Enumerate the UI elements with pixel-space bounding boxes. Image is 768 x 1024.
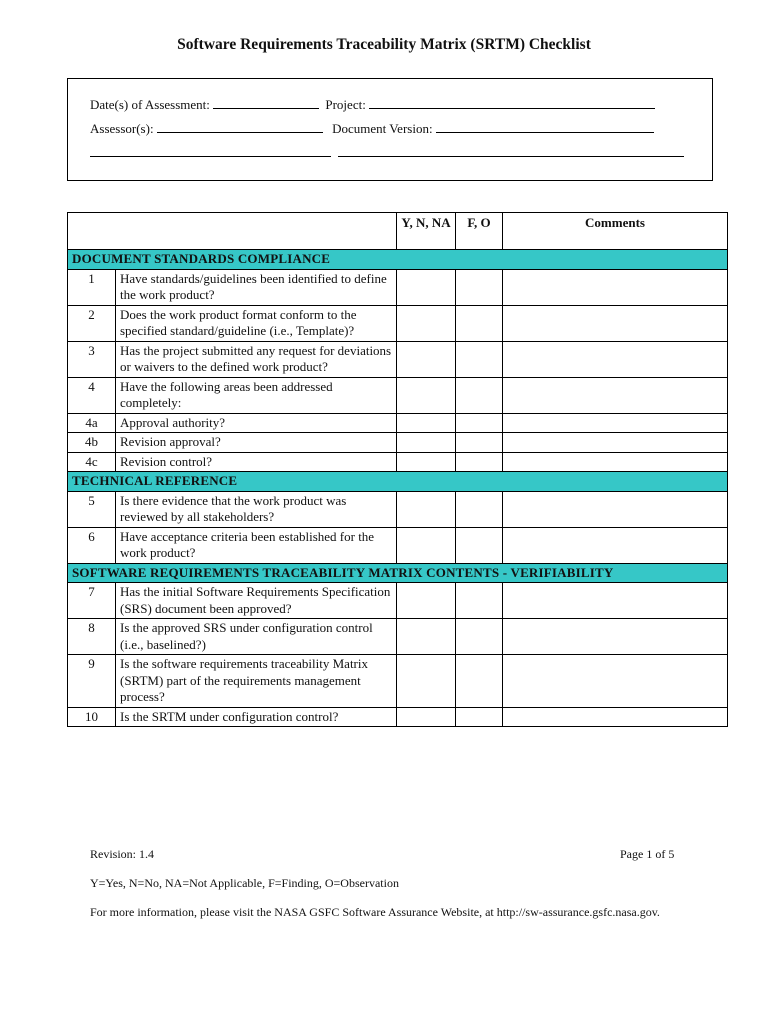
row-number: 1 (68, 269, 116, 305)
table-row (68, 377, 728, 413)
fo-cell[interactable] (456, 452, 503, 472)
section-title: TECHNICAL REFERENCE (68, 472, 728, 492)
ynna-cell[interactable] (397, 707, 456, 727)
comments-cell[interactable] (503, 377, 728, 413)
row-question: Revision approval? (116, 433, 397, 453)
row-question: Have standards/guidelines been identified to define the work product? (116, 269, 397, 305)
row-number: 5 (68, 491, 116, 527)
fo-cell[interactable] (456, 527, 503, 563)
table-row (68, 305, 728, 341)
comments-cell[interactable] (503, 583, 728, 619)
row-number: 4c (68, 452, 116, 472)
row-number: 8 (68, 619, 116, 655)
info-row-date-project (90, 97, 655, 113)
comments-cell[interactable] (503, 527, 728, 563)
comments-cell[interactable] (503, 341, 728, 377)
table-row (68, 452, 728, 472)
table-row (68, 269, 728, 305)
comments-cell[interactable] (503, 491, 728, 527)
fo-cell[interactable] (456, 619, 503, 655)
legend-text: Y=Yes, N=No, NA=Not Applicable, F=Finding, O=Observation (90, 876, 399, 890)
header-ynna: Y, N, NA (397, 213, 456, 250)
table-row (68, 341, 728, 377)
section-title: SOFTWARE REQUIREMENTS TRACEABILITY MATRIX CONTENTS - VERIFIABILITY (68, 563, 728, 583)
fo-cell[interactable] (456, 707, 503, 727)
doc-version-label: Document Version: (332, 121, 433, 136)
table-row (68, 655, 728, 708)
header-comments: Comments (503, 213, 728, 250)
comments-cell[interactable] (503, 452, 728, 472)
row-number: 6 (68, 527, 116, 563)
table-row (68, 619, 728, 655)
doc-version-field[interactable] (436, 121, 654, 133)
ynna-cell[interactable] (397, 413, 456, 433)
row-question: Does the work product format conform to the specified standard/guideline (i.e., Template)? (116, 305, 397, 341)
row-number: 7 (68, 583, 116, 619)
row-number: 10 (68, 707, 116, 727)
ynna-cell[interactable] (397, 527, 456, 563)
assessor-label: Assessor(s): (90, 121, 154, 136)
date-label: Date(s) of Assessment: (90, 97, 210, 112)
comments-cell[interactable] (503, 433, 728, 453)
table-row (68, 433, 728, 453)
table-row (68, 707, 728, 727)
assessment-info-box (67, 78, 713, 181)
section-title: DOCUMENT STANDARDS COMPLIANCE (68, 250, 728, 270)
project-field[interactable] (369, 97, 655, 109)
table-row (68, 413, 728, 433)
ynna-cell[interactable] (397, 377, 456, 413)
header-fo: F, O (456, 213, 503, 250)
comments-cell[interactable] (503, 707, 728, 727)
ynna-cell[interactable] (397, 433, 456, 453)
fo-cell[interactable] (456, 377, 503, 413)
ynna-cell[interactable] (397, 452, 456, 472)
row-number: 4 (68, 377, 116, 413)
comments-cell[interactable] (503, 305, 728, 341)
row-question: Is there evidence that the work product was reviewed by all stakeholders? (116, 491, 397, 527)
empty-header-cell (68, 213, 397, 250)
section-header-row (68, 250, 728, 270)
date-field[interactable] (213, 97, 319, 109)
checklist-table (67, 212, 728, 727)
ynna-cell[interactable] (397, 583, 456, 619)
fo-cell[interactable] (456, 305, 503, 341)
row-number: 4b (68, 433, 116, 453)
comments-cell[interactable] (503, 413, 728, 433)
table-row (68, 527, 728, 563)
ynna-cell[interactable] (397, 491, 456, 527)
fo-cell[interactable] (456, 583, 503, 619)
ynna-cell[interactable] (397, 341, 456, 377)
extra-field-left[interactable] (90, 145, 331, 157)
document-title: Software Requirements Traceability Matrix (SRTM) Checklist (177, 36, 591, 53)
extra-field-right[interactable] (338, 145, 684, 157)
fo-cell[interactable] (456, 655, 503, 708)
row-question: Approval authority? (116, 413, 397, 433)
row-question: Has the project submitted any request for deviations or waivers to the defined work product? (116, 341, 397, 377)
row-question: Have acceptance criteria been established for the work product? (116, 527, 397, 563)
ynna-cell[interactable] (397, 655, 456, 708)
page-number: Page 1 of 5 (620, 847, 675, 861)
more-info-text: For more information, please visit the NASA GSFC Software Assurance Website, at http://sw-assurance.gsfc.nasa.gov. (90, 905, 660, 919)
row-number: 3 (68, 341, 116, 377)
fo-cell[interactable] (456, 433, 503, 453)
fo-cell[interactable] (456, 269, 503, 305)
row-question: Has the initial Software Requirements Specification (SRS) document been approved? (116, 583, 397, 619)
table-header-row (68, 213, 728, 250)
table-row (68, 583, 728, 619)
row-question: Is the software requirements traceability Matrix (SRTM) part of the requirements management process? (116, 655, 397, 708)
revision-label: Revision: 1.4 (90, 847, 155, 861)
info-row-assessor-version (90, 121, 654, 137)
section-header-row (68, 472, 728, 492)
comments-cell[interactable] (503, 269, 728, 305)
ynna-cell[interactable] (397, 269, 456, 305)
comments-cell[interactable] (503, 619, 728, 655)
row-question: Is the SRTM under configuration control? (116, 707, 397, 727)
project-label: Project: (325, 97, 366, 112)
fo-cell[interactable] (456, 341, 503, 377)
ynna-cell[interactable] (397, 619, 456, 655)
info-row-extra (90, 145, 684, 161)
row-number: 9 (68, 655, 116, 708)
row-question: Revision control? (116, 452, 397, 472)
assessor-field[interactable] (157, 121, 323, 133)
section-header-row (68, 563, 728, 583)
comments-cell[interactable] (503, 655, 728, 708)
fo-cell[interactable] (456, 413, 503, 433)
row-number: 2 (68, 305, 116, 341)
row-number: 4a (68, 413, 116, 433)
row-question: Is the approved SRS under configuration control (i.e., baselined?) (116, 619, 397, 655)
fo-cell[interactable] (456, 491, 503, 527)
ynna-cell[interactable] (397, 305, 456, 341)
table-row (68, 491, 728, 527)
row-question: Have the following areas been addressed completely: (116, 377, 397, 413)
